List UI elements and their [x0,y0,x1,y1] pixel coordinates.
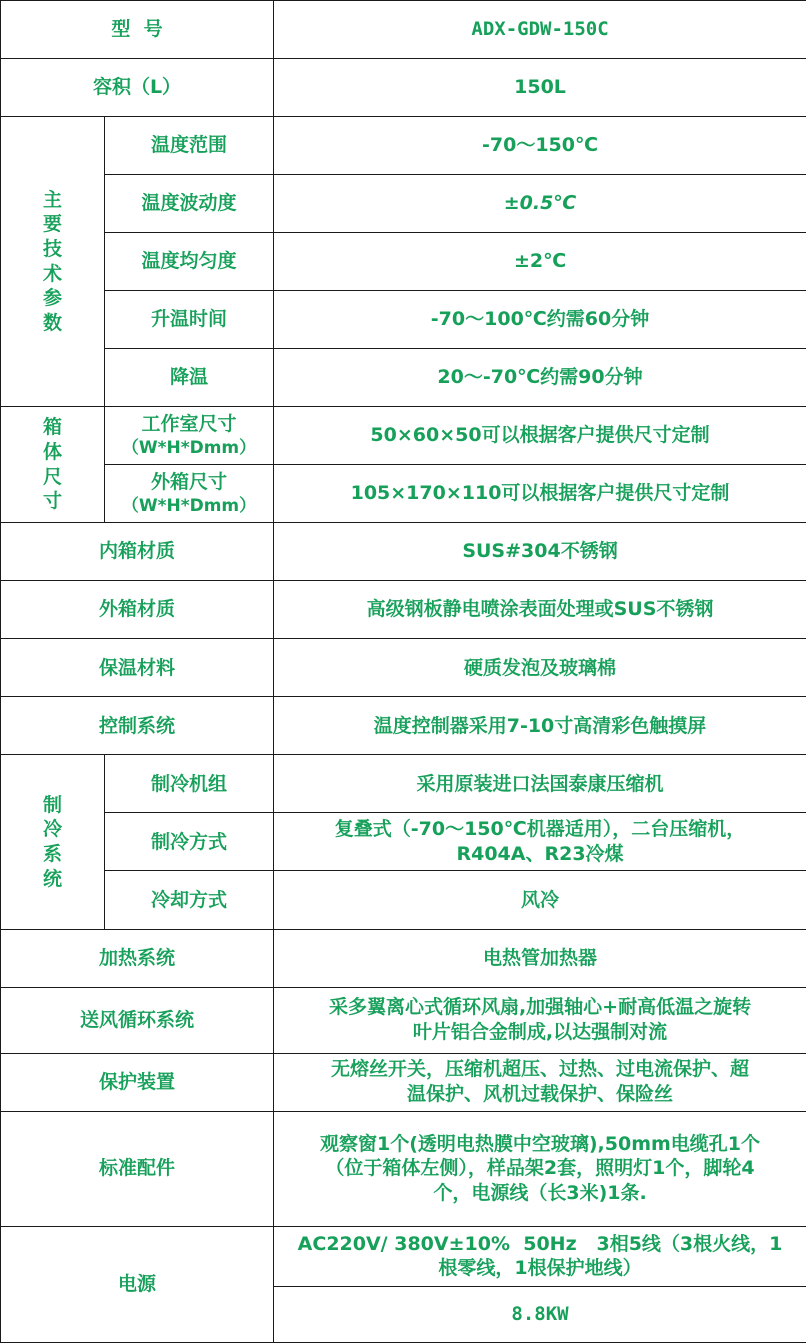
cooling-method-value: 风冷 [274,871,806,929]
refrig-method-value: 复叠式（-70～150℃机器适用），二台压缩机， R404A、R23冷煤 [274,813,806,871]
cool-time-label: 降温 [105,349,274,407]
table-row [1,233,806,291]
table-row [1,1111,806,1226]
control-label: 控制系统 [1,697,274,755]
model-label: 型 号 [1,1,274,59]
temp-uniform-label: 温度均匀度 [105,233,274,291]
heat-time-value: -70～100℃约需60分钟 [274,291,806,349]
accessories-label: 标准配件 [1,1111,274,1226]
temp-range-label: 温度范围 [105,117,274,175]
power-spec-value: AC220V/ 380V±10% 50Hz 3相5线（3根火线，1 根零线，1根保护地线） [274,1226,806,1286]
table-row [1,465,806,523]
main-params-group-label: 主 要 技 术 参 数 [1,117,105,407]
heating-value: 电热管加热器 [274,929,806,987]
inner-size-value: 50×60×50可以根据客户提供尺寸定制 [274,407,806,465]
temp-uniform-value: ±2℃ [274,233,806,291]
table-row [1,581,806,639]
table-row [1,1,806,59]
power-value: 8.8KW [274,1286,806,1342]
table-row [1,987,806,1053]
table-row [1,175,806,233]
refrig-unit-label: 制冷机组 [105,755,274,813]
temp-fluct-value: ±0.5℃ [274,175,806,233]
protection-label: 保护装置 [1,1053,274,1111]
temp-range-value: -70～150℃ [274,117,806,175]
outer-material-value: 高级钢板静电喷涂表面处理或SUS不锈钢 [274,581,806,639]
cooling-method-label: 冷却方式 [105,871,274,929]
table-row [1,291,806,349]
table-row [1,523,806,581]
protection-value: 无熔丝开关，压缩机超压、过热、过电流保护、超 温保护、风机过载保护、保险丝 [274,1053,806,1111]
outer-size-label-text: 外箱尺寸 [151,471,228,494]
table-row [1,639,806,697]
accessories-value: 观察窗1个(透明电热膜中空玻璃),50mm电缆孔1个 （位于箱体左侧），样品架2套，照明灯1个，脚轮4 个，电源线（长3米)1条. [274,1111,806,1226]
inner-size-label-text: 工作室尺寸 [141,413,237,436]
cool-time-value: 20～-70℃约需90分钟 [274,349,806,407]
box-size-group-label: 箱 体 尺 寸 [1,407,105,523]
outer-size-label [105,465,274,523]
control-value: 温度控制器采用7-10寸高清彩色触摸屏 [274,697,806,755]
model-value: ADX-GDW-150C [274,1,806,59]
table-row [1,929,806,987]
refrig-method-label: 制冷方式 [105,813,274,871]
table-row [1,697,806,755]
table-row [1,755,806,813]
air-circ-label: 送风循环系统 [1,987,274,1053]
insulation-value: 硬质发泡及玻璃棉 [274,639,806,697]
inner-size-unit: （W*H*Dmm） [121,438,257,459]
inner-size-label [105,407,274,465]
inner-material-label: 内箱材质 [1,523,274,581]
outer-material-label: 外箱材质 [1,581,274,639]
table-row [1,117,806,175]
volume-label: 容积（L） [1,59,274,117]
outer-size-value: 105×170×110可以根据客户提供尺寸定制 [274,465,806,523]
heating-label: 加热系统 [1,929,274,987]
table-row [1,1226,806,1286]
inner-material-value: SUS#304不锈钢 [274,523,806,581]
insulation-label: 保温材料 [1,639,274,697]
table-row [1,871,806,929]
table-row [1,59,806,117]
table-row [1,349,806,407]
refrigeration-group-label: 制 冷 系 统 [1,755,105,929]
volume-value: 150L [274,59,806,117]
table-row [1,407,806,465]
temp-fluct-label: 温度波动度 [105,175,274,233]
table-row [1,1053,806,1111]
refrig-unit-value: 采用原装进口法国泰康压缩机 [274,755,806,813]
table-row [1,813,806,871]
outer-size-unit: （W*H*Dmm） [121,496,257,517]
power-label: 电源 [1,1226,274,1342]
heat-time-label: 升温时间 [105,291,274,349]
air-circ-value: 采多翼离心式循环风扇,加强轴心+耐高低温之旋转 叶片铝合金制成,以达强制对流 [274,987,806,1053]
